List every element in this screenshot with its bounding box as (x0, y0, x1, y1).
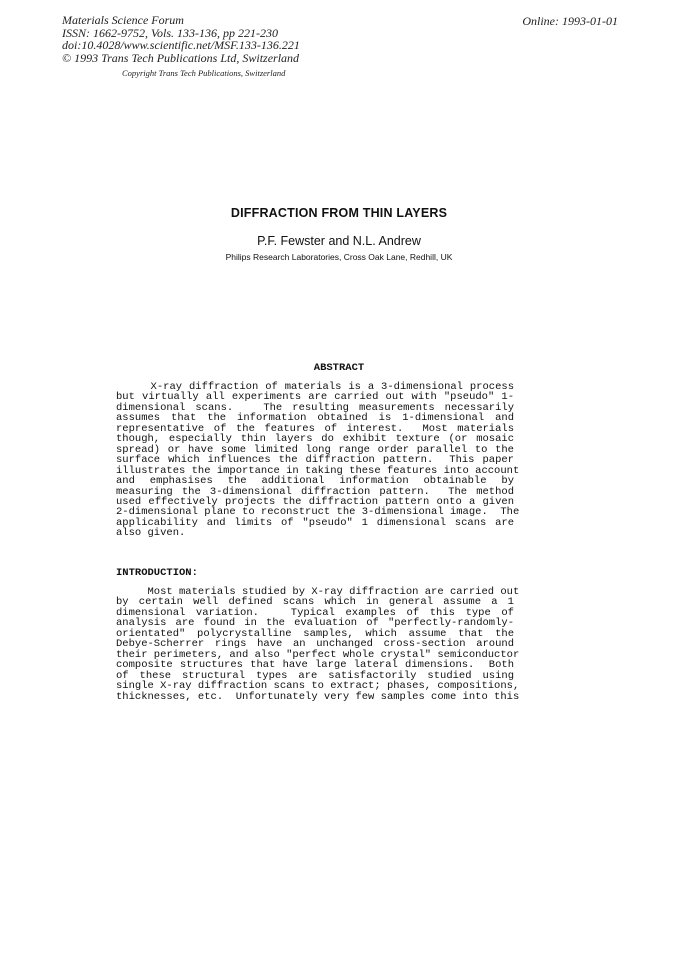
citation-block (62, 14, 300, 64)
doi-line: doi:10.4028/www.scientific.net/MSF.133-136.221 (62, 38, 300, 52)
text-line: X-ray diffraction of materials is a 3-dimensional process (116, 381, 514, 393)
text-line: also given. (116, 527, 186, 540)
text-line: measuring the 3-dimensional diffraction pattern. The method (116, 485, 514, 498)
online-date: Online: 1993-01-01 (522, 14, 618, 28)
text-line: their perimeters, and also "perfect whole crystal" semiconductor (116, 648, 520, 661)
text-line: Debye-Scherrer rings have an unchanged cross-section around (116, 638, 514, 651)
text-line: composite structures that have large lateral dimensions. Both (116, 659, 514, 672)
text-line: orientated" polycrystalline samples, which assume that the (116, 627, 514, 640)
text-line: dimensional variation. Typical examples of this type of (116, 606, 514, 619)
text-line: assumes that the information obtained is 1-dimensional and (116, 412, 514, 425)
text-line: but virtually all experiments are carried out with "pseudo" 1- (116, 391, 514, 404)
text-line: 2-dimensional plane to reconstruct the 3-dimensional image. The (116, 506, 520, 519)
text-line: of these structural types are satisfactorily studied using (116, 669, 514, 682)
abstract-body (116, 381, 520, 540)
copyright-notice: Copyright Trans Tech Publications, Switzerland (122, 68, 286, 78)
text-line: Most materials studied by X-ray diffraction are carried out (116, 586, 520, 598)
journal-name: Materials Science Forum (62, 13, 184, 27)
text-line: and emphasises the additional information obtainable by (116, 475, 514, 488)
text-line: dimensional scans. The resulting measurements necessarily (116, 401, 514, 414)
paper-authors: P.F. Fewster and N.L. Andrew (257, 234, 421, 248)
text-line: surface which influences the diffraction pattern. This paper (116, 454, 514, 467)
text-line: though, especially thin layers do exhibit texture (or mosaic (116, 433, 514, 446)
text-line: applicability and limits of "pseudo" 1 dimensional scans are (116, 516, 514, 529)
introduction-body (116, 586, 520, 703)
text-line: used effectively projects the diffraction pattern onto a given (116, 495, 514, 508)
text-line: representative of the features of interest. Most materials (116, 422, 514, 435)
publisher-line: © 1993 Trans Tech Publications Ltd, Switzerland (62, 50, 300, 65)
abstract-heading: ABSTRACT (313, 362, 365, 374)
paper-affiliation: Philips Research Laboratories, Cross Oak Lane, Redhill, UK (225, 252, 453, 262)
text-line: by certain well defined scans which in general assume a 1 (116, 596, 514, 609)
text-line: analysis are found in the evaluation of "perfectly-randomly- (116, 617, 514, 630)
text-line: single X-ray diffraction scans to extract; phases, compositions, (116, 680, 520, 693)
introduction-heading: INTRODUCTION: (116, 567, 198, 579)
text-line: spread) or have some limited long range order parallel to the (116, 443, 514, 456)
issn-line: ISSN: 1662-9752, Vols. 133-136, pp 221-230 (62, 25, 278, 40)
text-line: illustrates the importance in taking these features into account (116, 464, 520, 477)
paper-title: DIFFRACTION FROM THIN LAYERS (230, 206, 448, 220)
text-line: thicknesses, etc. Unfortunately very few samples come into this (116, 690, 520, 703)
